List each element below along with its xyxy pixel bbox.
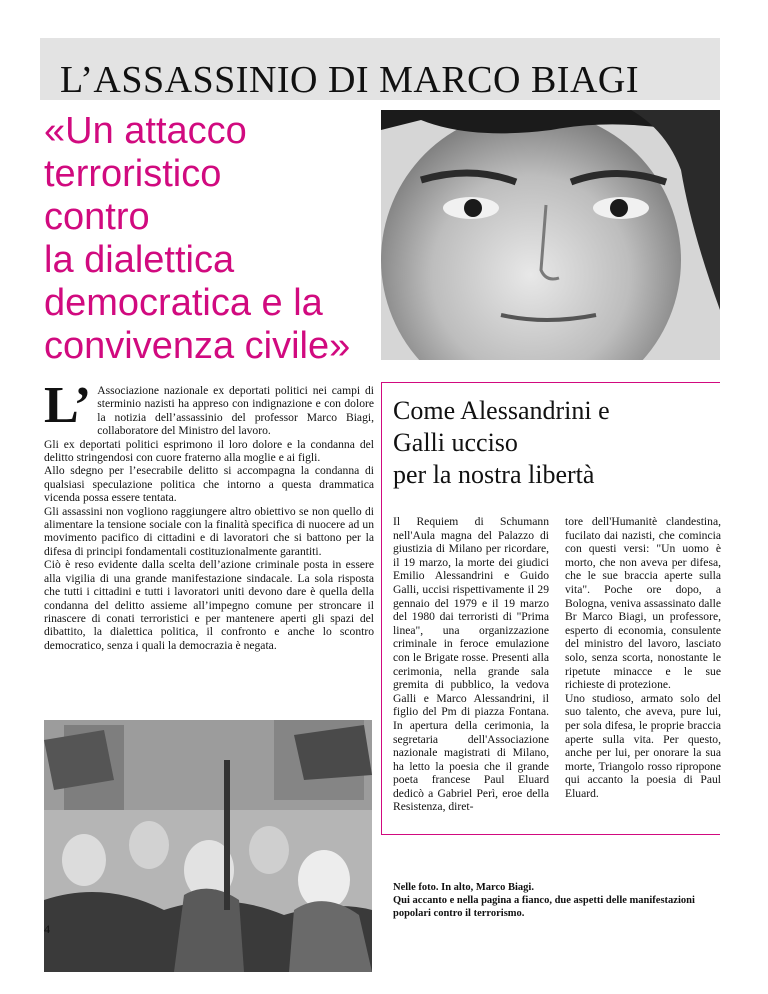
article-paragraph: Allo sdegno per l’esecrabile delitto si accompagna la condanna di qualsiasi speculazione politica che intorno a questa drammatica vicenda possa essere tentata. xyxy=(44,464,374,505)
headline-line: «Un attacco xyxy=(44,110,247,152)
headline-line: la dialettica xyxy=(44,239,235,281)
section-title: L’ASSASSINIO DI MARCO BIAGI xyxy=(60,59,639,101)
photo-caption xyxy=(393,882,713,920)
main-article xyxy=(44,377,374,652)
side-title-line: per la nostra libertà xyxy=(393,460,595,489)
side-article-column-2 xyxy=(565,515,721,800)
caption-line: Qui accanto e nella pagina a fianco, due aspetti delle manifestazioni popolari contro il terrorismo. xyxy=(393,894,695,919)
headline-line: convivenza civile» xyxy=(44,325,351,367)
article-paragraph: Gli ex deportati politici esprimono il loro dolore e la condanna del delitto stringendosi con cuore fraterno alla moglie e ai figli. xyxy=(44,437,374,465)
caption-line: Nelle foto. In alto, Marco Biagi. xyxy=(393,882,534,893)
side-article-title xyxy=(393,395,713,491)
article-paragraph: Ciò è reso evidente dalla scelta dell’azione criminale posta in essere alla vigilia di una grande manifestazione sindacale. La sola risposta che tutti i cittadini e tutti i lavoratori uniti devono dare è quella della condanna del delitto assieme all’impegno comune per stroncare il rinascere di conati terroristici e per mantenere aperti gli spazi del dibattito, la dialettica politica, il confronto e anche lo scontro democratico, senza i quali la democrazia è negata. xyxy=(44,558,374,652)
photo-marco-biagi xyxy=(381,110,720,360)
article-paragraph: Associazione nazionale ex deportati politici nei campi di sterminio nazisti ha appreso con indignazione e con dolore la notizia dell’assassinio del professor Marco Biagi, collaboratore del Ministro del lavoro. xyxy=(97,384,374,438)
headline-line: contro xyxy=(44,196,150,238)
side-article-text: Il Requiem di Schumann nell'Aula magna del Palazzo di giustizia di Milano per ricordare, il 19 marzo, la morte dei giudici Emilio Alessandrini e Guido Galli, uccisi rispettivamente il 29 gennaio del 1979 e il 19 marzo del 1980 dai terroristi di "Prima linea", una organizzazione criminale in feroce emulazione con le Brigate rosse. Presenti alla cerimonia, nella grande sala gremita di pubblico, la vedova Galli e Marco Alessandrini, il figlio del Pm di piazza Fontana. In apertura della cerimonia, la segretaria dell'Associazione nazionale magistrati di Milano, ha letto la poesia che il grande poeta francese Paul Eluard dedicò a Gabriel Perì, eroe della Resistenza, diret- xyxy=(393,515,549,814)
headline-line: democratica e la xyxy=(44,282,323,324)
headline xyxy=(44,110,394,368)
dropcap: L’ xyxy=(44,377,92,434)
article-paragraph: Gli assassini non vogliono raggiungere altro obiettivo se non quello di alimentare la tensione sociale con la finalità specifica di nuocere ad un movimento pacifico di cittadini e di lavoratori che si battono per la difesa di principi fondamentali costituzionalmente garantiti. xyxy=(44,504,374,558)
divider-top xyxy=(381,382,720,383)
section-banner xyxy=(40,38,720,100)
divider-vertical xyxy=(381,382,382,834)
side-title-line: Galli ucciso xyxy=(393,428,518,457)
divider-bottom xyxy=(381,834,720,835)
side-article-column-1 xyxy=(393,515,549,814)
page-number: 4 xyxy=(44,922,50,936)
side-title-line: Come Alessandrini e xyxy=(393,396,610,425)
side-article-text: Uno studioso, armato solo del suo talento, che aveva, pure lui, per sola difesa, le proprie braccia aperte sulla vita. Per questo, anche per lui, per onorare la sua morte, Triangolo rosso ripropone qui accanto la poesia di Paul Eluard. xyxy=(565,691,721,800)
side-article-text: tore dell'Humanitè clandestina, fucilato dai nazisti, che comincia con questi versi: "Un uomo è morto, che non aveva per difesa, che le sue braccia aperte sulla vita". Poche ore dopo, a Bologna, veniva assassinato dalle Br Marco Biagi, un professore, esperto di economia, consulente del ministro del lavoro, lasciato solo, senza scorta, nonostante le ripetute minacce e le sue richieste di protezione. xyxy=(565,515,721,692)
headline-line: terroristico xyxy=(44,153,222,195)
photo-demonstration xyxy=(44,720,372,972)
